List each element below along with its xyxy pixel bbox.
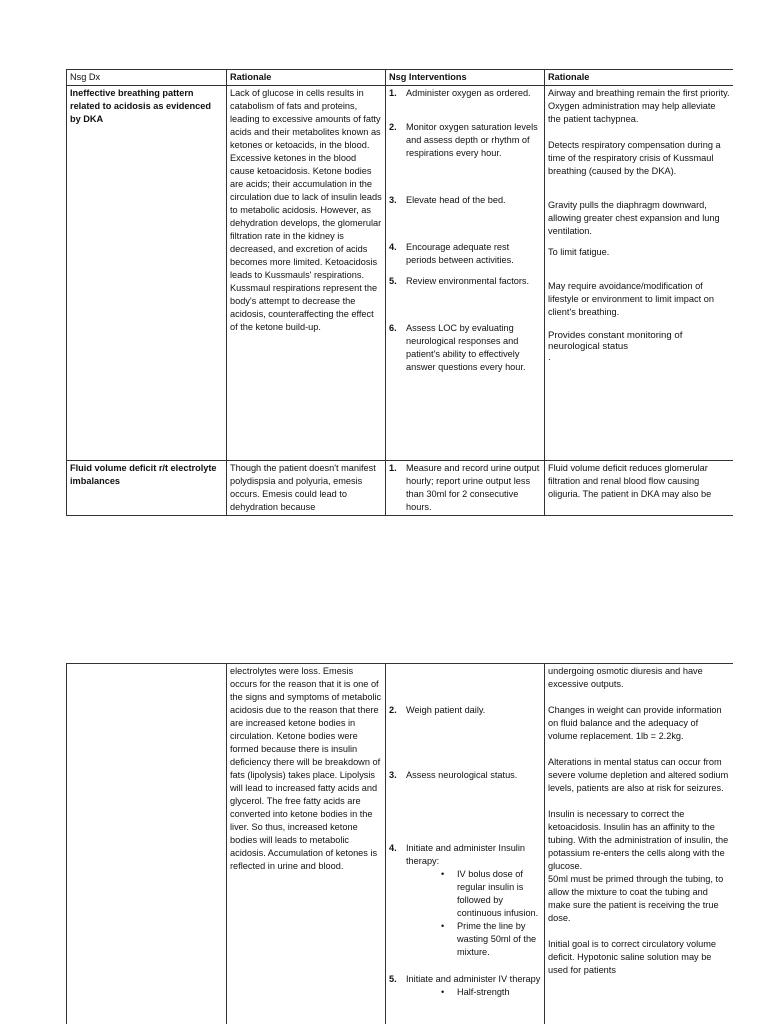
- intervention-number: 1.: [389, 88, 397, 98]
- list-item: • IV bolus dose of regular insulin is followed by continuous infusion.: [441, 868, 541, 920]
- rationale-text: .: [548, 352, 551, 363]
- rationale-text: Detects respiratory compensation during a time of the respiratory crisis of Kussmaul breathing (caused by the DKA).: [548, 140, 721, 176]
- interventions-rationale-cell: [545, 664, 734, 1024]
- interventions-rationale-cell: [545, 86, 734, 461]
- intervention-item: [389, 462, 541, 514]
- care-plan-table-page-1: [66, 69, 733, 516]
- intervention-number: 3.: [389, 195, 397, 205]
- rationale-text: 50ml must be primed through the tubing, to allow the mixture to coat the tubing and make sure the patient is receiving the true dose.: [548, 874, 724, 923]
- diagnosis-rationale: Though the patient doesn't manifest polydispsia and polyuria, emesis occurs. Emesis could lead to dehydration because: [227, 461, 386, 516]
- table-row: [67, 86, 734, 461]
- interventions-cell: [386, 461, 545, 516]
- rationale-text: To limit fatigue.: [548, 247, 610, 257]
- intervention-number: 6.: [389, 323, 397, 333]
- intervention-number: 2.: [389, 122, 397, 132]
- intervention-item: [389, 87, 541, 100]
- intervention-item: [389, 121, 541, 160]
- diagnosis-rationale: electrolytes were loss. Emesis occurs for the reason that it is one of the signs and symptoms of metabolic acidosis due to the reason that there are increased ketone bodies in circulation. Ketone bodies were formed because there is insulin deficiency there will be breakdown of fats (lipolysis) takes place. Lipolysis will lead to increased fatty acids and glycerol. The free fatty acids are converted into ketone bodies in the liver. So thus, increased ketone bodies will leads to metabolic acidosis. Accumulation of ketones is reflected in urine and blood.: [227, 664, 386, 1024]
- intervention-number: 5.: [389, 974, 397, 984]
- interventions-cell: [386, 86, 545, 461]
- rationale-text: Changes in weight can provide information on fluid balance and the adequacy of volume replacement. 1lb = 2.2kg.: [548, 705, 722, 741]
- rationale-text: Initial goal is to correct circulatory volume deficit. Hypotonic saline solution may be used for patients: [548, 939, 716, 975]
- insulin-bullet-list: [389, 868, 541, 959]
- intervention-item: [389, 704, 541, 717]
- intervention-number: 1.: [389, 463, 397, 473]
- rationale-text: Alterations in mental status can occur from severe volume depletion and altered sodium levels, patients are also at risk for seizures.: [548, 757, 729, 793]
- intervention-item: [389, 241, 541, 267]
- intervention-number: 5.: [389, 276, 397, 286]
- intervention-text: Weigh patient daily.: [406, 705, 486, 715]
- care-plan-table-page-2: [66, 663, 733, 1024]
- list-item: • Half-strength: [441, 986, 541, 999]
- rationale-text: undergoing osmotic diuresis and have excessive outputs.: [548, 666, 703, 689]
- table-row: [67, 664, 734, 1024]
- intervention-number: 4.: [389, 843, 397, 853]
- nursing-diagnosis: Ineffective breathing pattern related to acidosis as evidenced by DKA: [67, 86, 227, 461]
- header-rationale-2: Rationale: [545, 70, 734, 86]
- list-item: • Prime the line by wasting 50ml of the mixture.: [441, 920, 541, 959]
- iv-bullet-list: [389, 986, 541, 999]
- intervention-item: [389, 275, 541, 288]
- intervention-text: Measure and record urine output hourly; report urine output less than 30ml for 2 consecutive hours.: [406, 463, 540, 512]
- header-nsg-interventions: Nsg Interventions: [386, 70, 545, 86]
- interventions-rationale-cell: Fluid volume deficit reduces glomerular filtration and renal blood flow causing oliguria. The patient in DKA may also be: [545, 461, 734, 516]
- intervention-item: [389, 322, 541, 374]
- intervention-item: [389, 194, 541, 207]
- rationale-text: Provides constant monitoring of neurological status: [548, 330, 683, 352]
- intervention-text: Encourage adequate rest periods between activities.: [406, 242, 514, 265]
- nursing-diagnosis: Fluid volume deficit r/t electrolyte imbalances: [67, 461, 227, 516]
- intervention-text: Elevate head of the bed.: [406, 195, 506, 205]
- intervention-text: Administer oxygen as ordered.: [406, 88, 531, 98]
- table-header-row: [67, 70, 734, 86]
- nursing-diagnosis-empty: [67, 664, 227, 1024]
- intervention-text: Initiate and administer Insulin therapy:: [406, 843, 525, 866]
- intervention-item: [389, 842, 541, 868]
- intervention-text: Assess LOC by evaluating neurological responses and patient's ability to effectively answer questions every hour.: [406, 323, 526, 372]
- table-row: [67, 461, 734, 516]
- rationale-text: Airway and breathing remain the first priority. Oxygen administration may help alleviate the patient tachypnea.: [548, 88, 730, 124]
- intervention-text: Initiate and administer IV therapy: [406, 974, 541, 984]
- intervention-item: [389, 769, 541, 782]
- interventions-cell: [386, 664, 545, 1024]
- intervention-number: 2.: [389, 705, 397, 715]
- document-page-2: [66, 663, 733, 1024]
- intervention-text: Review environmental factors.: [406, 276, 530, 286]
- intervention-text: Monitor oxygen saturation levels and assess depth or rhythm of respirations every hour.: [406, 122, 538, 158]
- rationale-text: Gravity pulls the diaphragm downward, allowing greater chest expansion and lung ventilation.: [548, 200, 720, 236]
- rationale-text: May require avoidance/modification of lifestyle or environment to limit impact on client's breathing.: [548, 281, 714, 317]
- header-nsg-dx: Nsg Dx: [67, 70, 227, 86]
- intervention-number: 3.: [389, 770, 397, 780]
- intervention-item: [389, 973, 541, 986]
- rationale-text: Insulin is necessary to correct the ketoacidosis. Insulin has an affinity to the tubing. With the administration of insulin, the potassium re-enters the cells along with the glucose.: [548, 809, 729, 871]
- diagnosis-rationale: Lack of glucose in cells results in catabolism of fats and proteins, leading to excessive amounts of fatty acids and their metabolites known as ketones or ketoacids, in the blood. Excessive ketones in the blood cause ketoacidosis. Ketone bodies are acids; their accumulation in the circulation due to lack of insulin leads to metabolic acidosis. However, as dehydration develops, the glomerular filtration rate in the kidney is decreased, and excretion of acids becomes more limited. Ketoacidosis leads to Kussmauls' respirations. Kussmaul respirations represent the body's attempt to decrease the acidosis, counteraffecting the effect of the ketone build-up.: [227, 86, 386, 461]
- intervention-text: Assess neurological status.: [406, 770, 518, 780]
- header-rationale: Rationale: [227, 70, 386, 86]
- intervention-number: 4.: [389, 242, 397, 252]
- document-page-1: [66, 69, 733, 516]
